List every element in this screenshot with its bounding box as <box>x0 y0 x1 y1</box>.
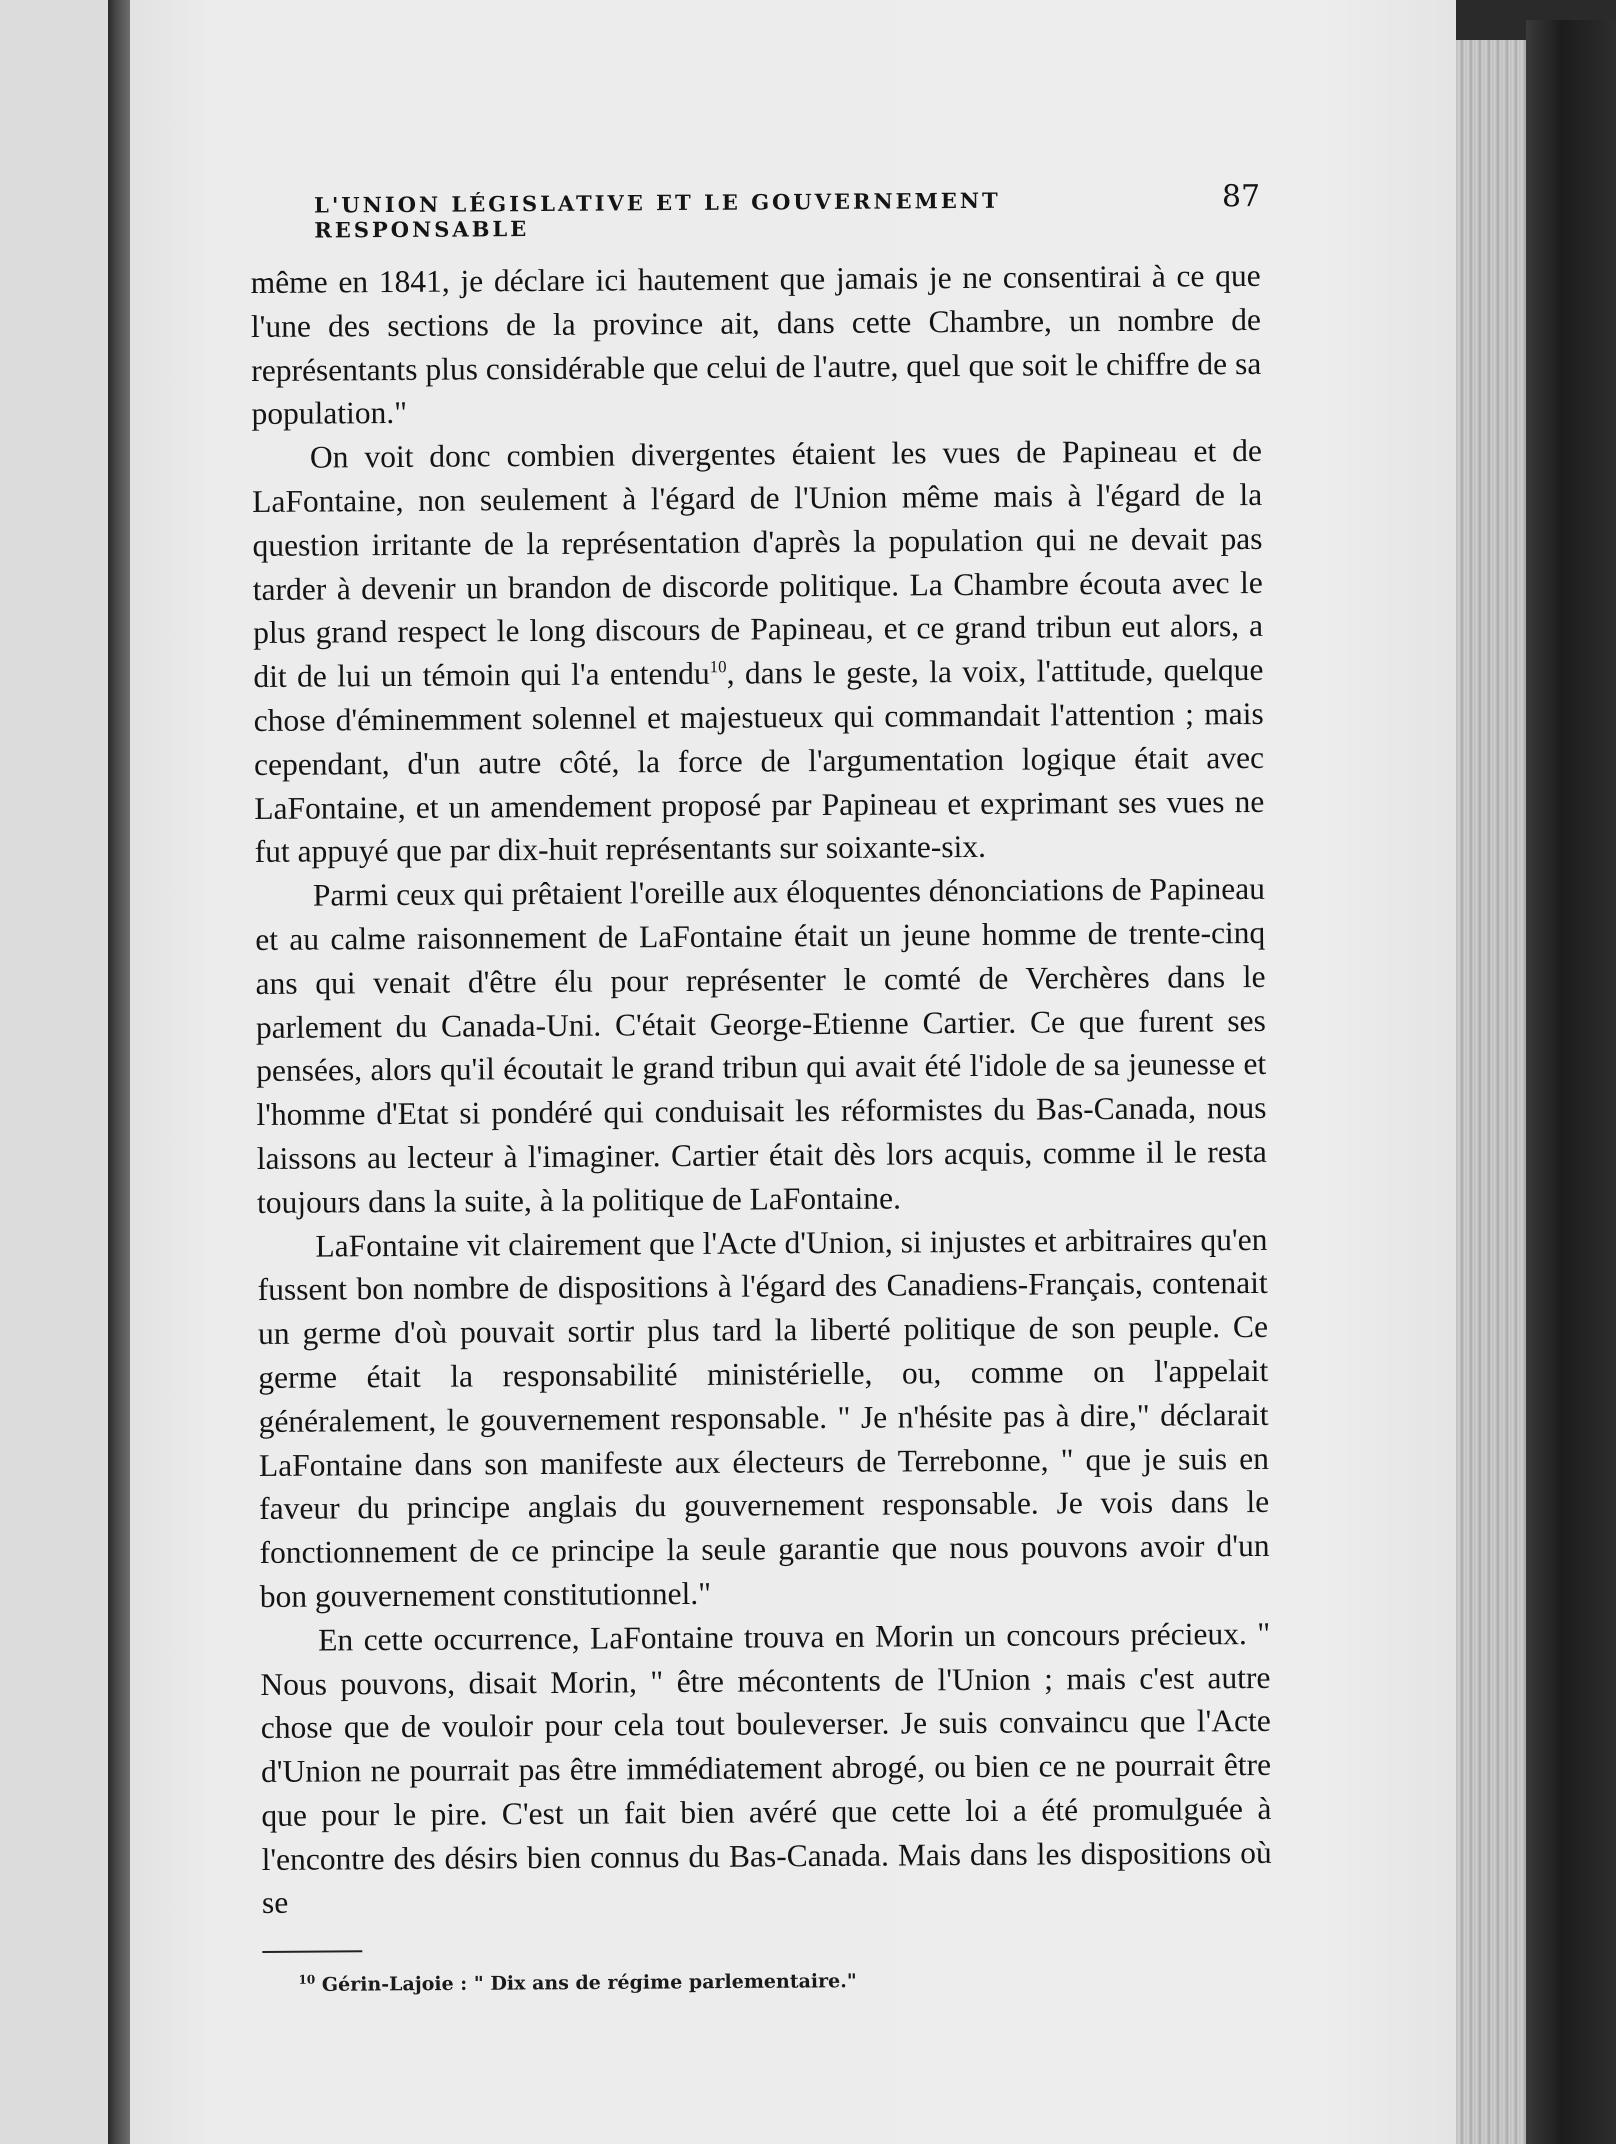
book-gutter <box>108 0 130 2144</box>
page-block-edge <box>1456 40 1526 2144</box>
paragraph-1: même en 1841, je déclare ici hautement que jamais je ne consentirai à ce que l'une des sections de la province ait, dans cette Chambre, un nombre de représentants plus considérable que celui de l'autre, quel que soit le chiffre de sa population." <box>250 257 1262 432</box>
page-number: 87 <box>1221 178 1261 215</box>
paragraph-2 <box>252 429 1265 874</box>
footnote-number: 10 <box>298 1972 316 1987</box>
facing-page-edge <box>0 0 108 2144</box>
body-text <box>251 254 1273 1925</box>
paragraph-2-text: On voit donc combien divergentes étaient les vues de Papineau et de LaFontaine, non seulement à l'égard de l'Union même mais à l'égard de la question irritante de la représentation d'après la population qui ne devait pas tarder à devenir un brandon de discorde politique. La Chambre écouta avec le plus grand respect le long discours de Papineau, et ce grand tribun eut alors, a dit de lui un témoin qui l'a entendu <box>252 433 1264 695</box>
book-cover-edge <box>1526 20 1616 2144</box>
running-head-title: L'UNION LÉGISLATIVE ET LE GOUVERNEMENT RESPONSABLE <box>314 187 1001 243</box>
page-content <box>250 179 1273 1997</box>
footnote-text: Gérin-Lajoie : " Dix ans de régime parlementaire." <box>321 1970 857 1997</box>
paragraph-4: LaFontaine vit clairement que l'Acte d'Union, si injustes et arbitraires qu'en fussent bon nombre de dispositions à l'égard des Canadiens-Français, contenait un germe d'où pouvait sortir plus tard la liberté politique de son peuple. Ce germe était la responsabilité ministérielle, ou, comme on l'appelait généralement, le gouvernement responsable. " Je n'hésite pas à dire," déclarait LaFontaine dans son manifeste aux électeurs de Terrebonne, " que je suis en faveur du principe anglais du gouvernement responsable. Je vois dans le fonctionnement de ce principe la seule garantie que nous pouvons avoir d'un bon gouvernement constitutionnel." <box>257 1221 1270 1614</box>
paragraph-3: Parmi ceux qui prêtaient l'oreille aux éloquentes dénonciations de Papineau et au calme raisonnement de LaFontaine était un jeune homme de trente-cinq ans qui venait d'être élu pour représenter le comté de Verchères dans le parlement du Canada-Uni. C'était George-Etienne Cartier. Ce que furent ses pensées, alors qu'il écoutait le grand tribun qui avait été l'idole de sa jeunesse et l'homme d'Etat si pondéré qui conduisait les réformistes du Bas-Canada, nous laissons au lecteur à l'imaginer. Cartier était dès lors acquis, comme il le resta toujours dans la suite, à la politique de LaFontaine. <box>255 871 1267 1220</box>
paragraph-2-text-after: , dans le geste, la voix, l'attitude, quelque chose d'éminemment solennel et majestueux qui commandait l'attention ; mais cependant, d'un autre côté, la force de l'argumentation logique était avec LaFontaine, et un amendement proposé par Papineau et exprimant ses vues ne fut appuyé que par dix-huit représentants sur soixante-six. <box>253 652 1265 870</box>
running-head <box>314 179 1260 243</box>
footnote-rule <box>262 1951 362 1954</box>
footnote-reference: 10 <box>709 657 727 677</box>
paragraph-5: En cette occurrence, LaFontaine trouva en Morin un concours précieux. " Nous pouvons, disait Morin, " être mécontents de l'Union ; mais c'est autre chose que de vouloir pour cela tout bouleverser. Je suis convaincu que l'Acte d'Union ne pourrait pas être immédiatement abrogé, ou bien ce ne pourrait être que pour le pire. C'est un fait bien avéré que cette loi a été promulguée à l'encontre des désirs bien connus du Bas-Canada. Mais dans les dispositions où se <box>260 1615 1272 1921</box>
